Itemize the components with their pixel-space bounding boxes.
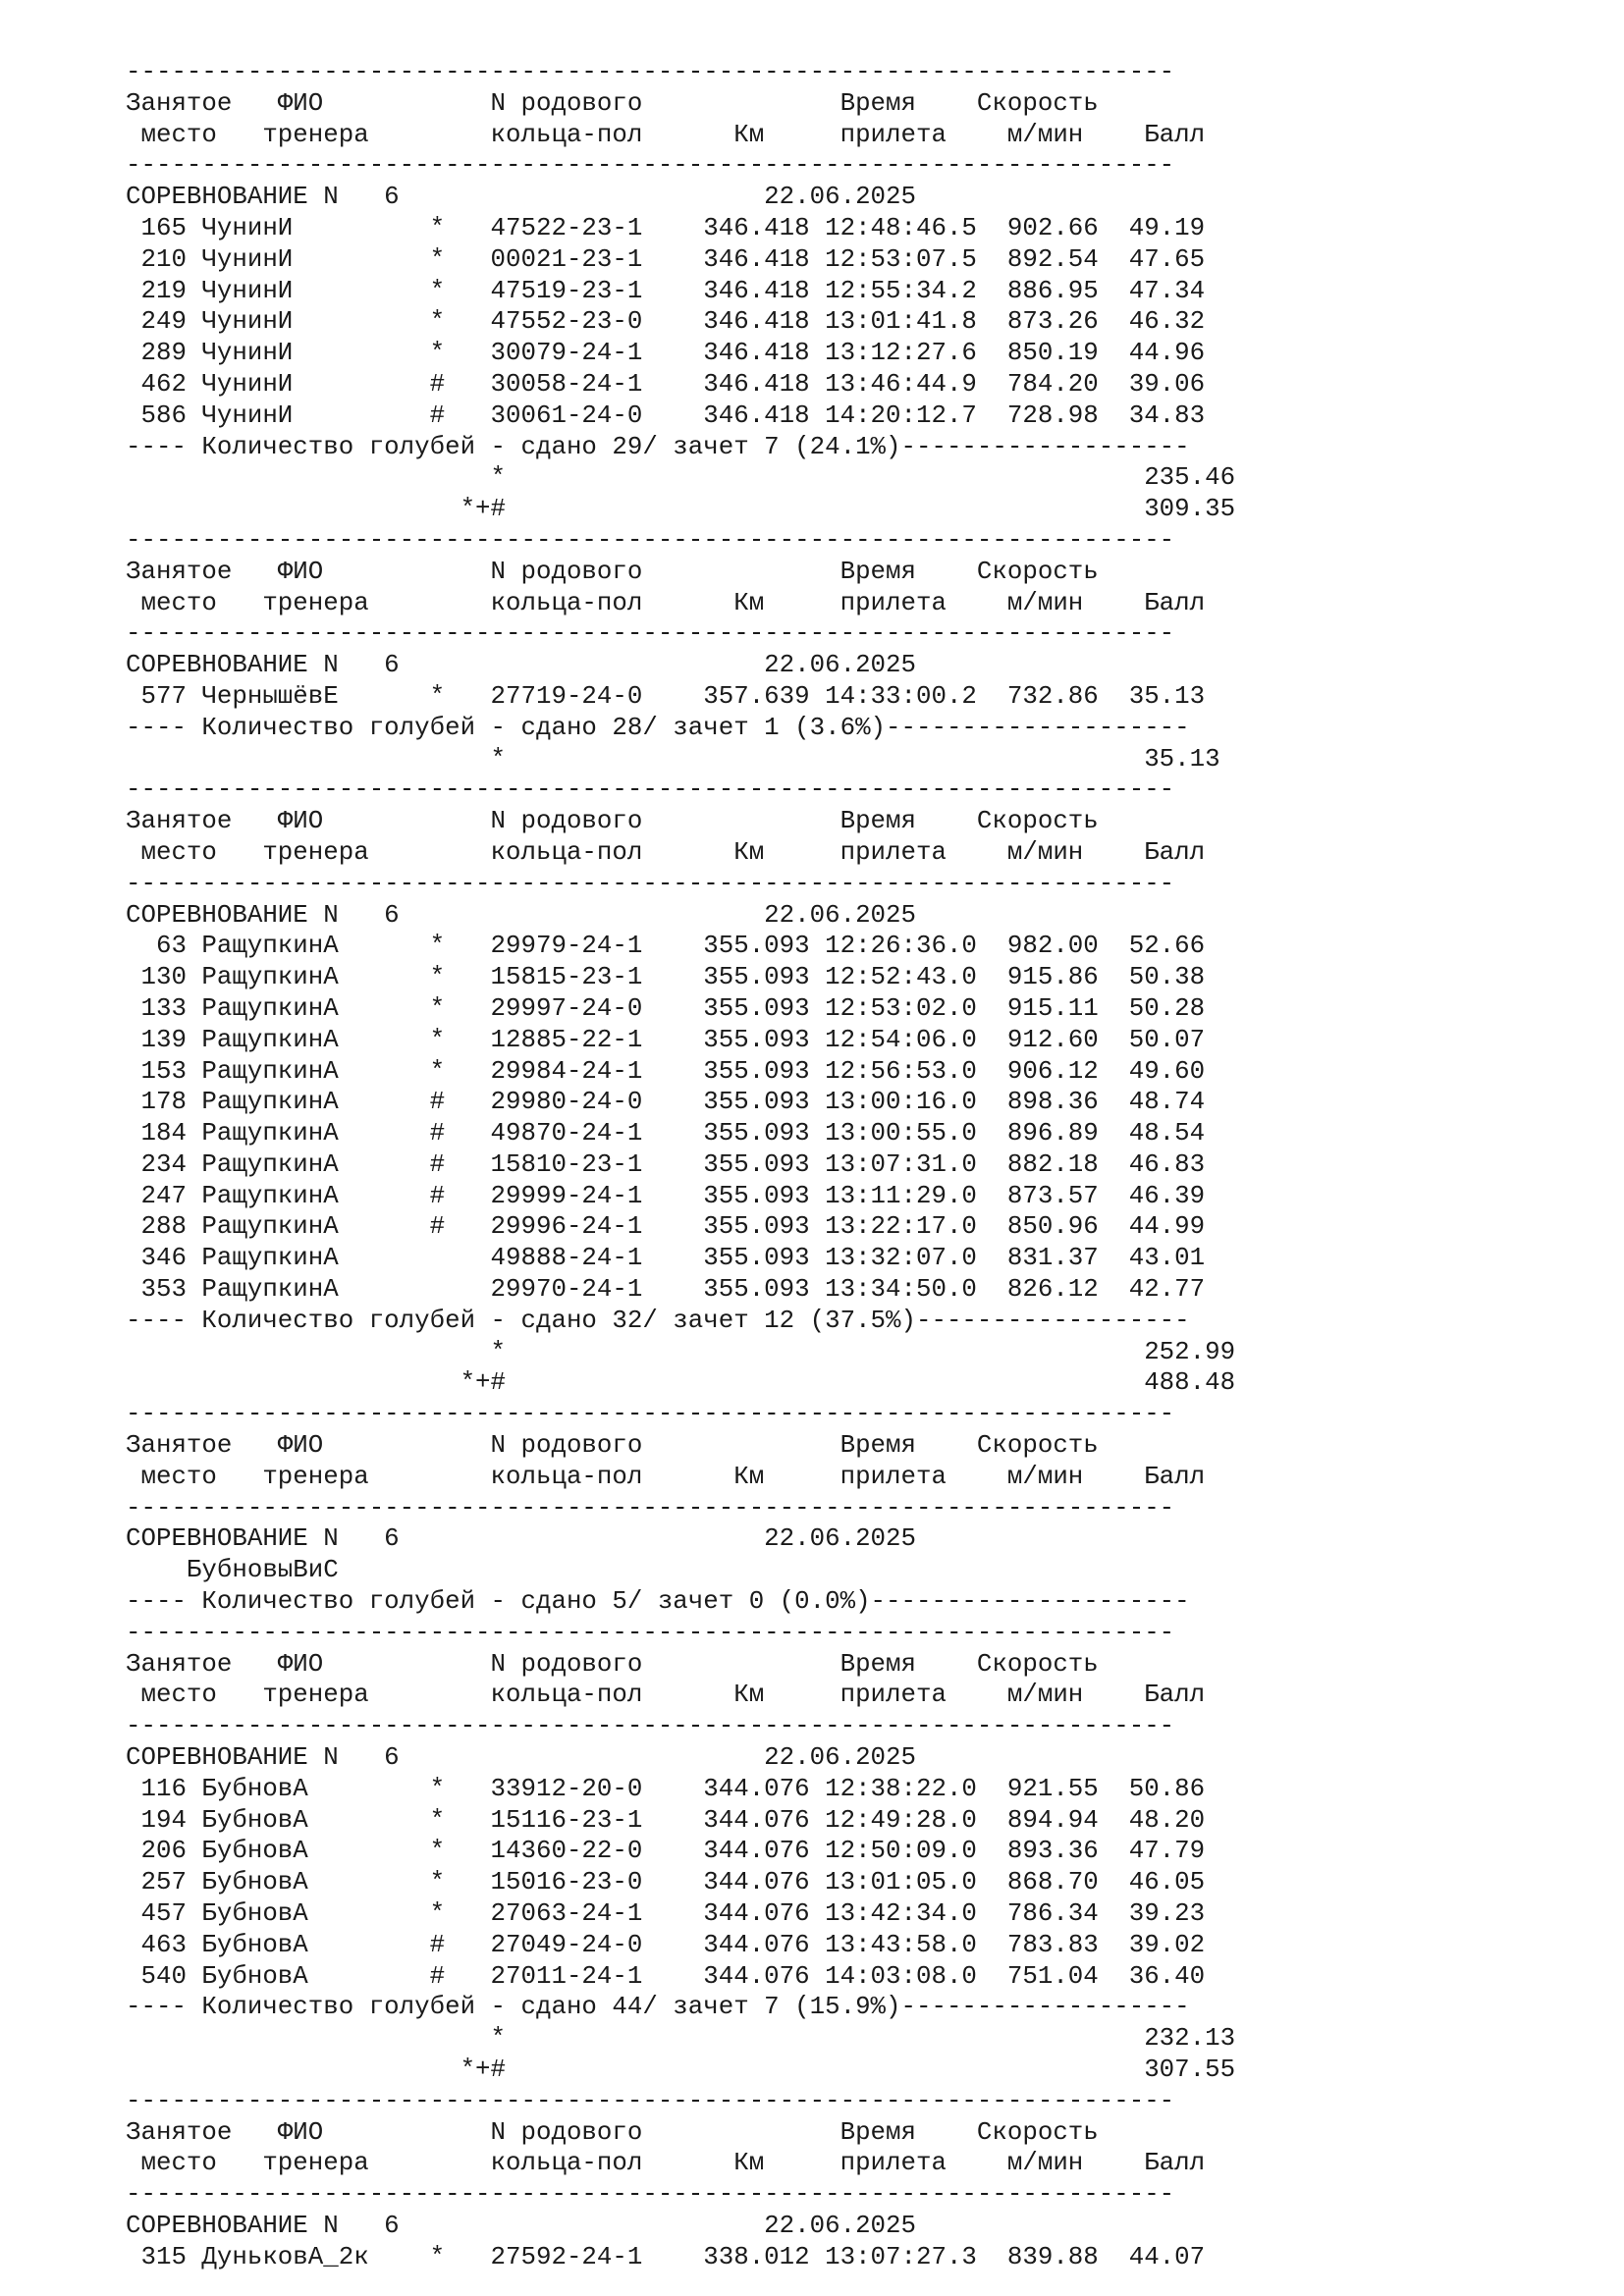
competition-title: СОРЕВНОВАНИЕ N 6 22.06.2025 bbox=[126, 1743, 916, 1773]
result-row: 210 ЧунинИ * 00021-23-1 346.418 12:53:07.5 892.54 47.65 bbox=[126, 244, 1206, 274]
competition-title: СОРЕВНОВАНИЕ N 6 22.06.2025 bbox=[126, 900, 916, 930]
result-row: 194 БубновА * 15116-23-1 344.076 12:49:28.0 894.94 48.20 bbox=[126, 1805, 1206, 1835]
result-row: 178 РащупкинА # 29980-24-0 355.093 13:00:16.0 898.36 48.74 bbox=[126, 1088, 1206, 1117]
column-header-top: Занятое ФИО N родового Время Скорость bbox=[126, 1649, 1099, 1679]
column-header-top: Занятое ФИО N родового Время Скорость bbox=[126, 1431, 1099, 1461]
separator-rule: --------------------------------------------------------------------- bbox=[126, 2086, 1175, 2115]
points-total: * 35.13 bbox=[126, 744, 1220, 774]
column-header-top: Занятое ФИО N родового Время Скорость bbox=[126, 2117, 1099, 2147]
separator-rule: --------------------------------------------------------------------- bbox=[126, 151, 1175, 181]
result-row: 289 ЧунинИ * 30079-24-1 346.418 13:12:27.6 850.19 44.96 bbox=[126, 339, 1206, 368]
result-row: 346 РащупкинА 49888-24-1 355.093 13:32:07.0 831.37 43.01 bbox=[126, 1244, 1206, 1273]
column-header-bottom: место тренера кольца-пол Км прилета м/мин Балл bbox=[126, 1681, 1206, 1710]
column-header-bottom: место тренера кольца-пол Км прилета м/мин Балл bbox=[126, 2149, 1206, 2178]
column-header-bottom: место тренера кольца-пол Км прилета м/мин Балл bbox=[126, 837, 1206, 867]
column-header-top: Занятое ФИО N родового Время Скорость bbox=[126, 88, 1099, 118]
column-header-bottom: место тренера кольца-пол Км прилета м/мин Балл bbox=[126, 120, 1206, 149]
result-row: 257 БубновА * 15016-23-0 344.076 13:01:05.0 868.70 46.05 bbox=[126, 1868, 1206, 1897]
result-row: 463 БубновА # 27049-24-0 344.076 13:43:58.0 783.83 39.02 bbox=[126, 1930, 1206, 1959]
column-header-top: Занятое ФИО N родового Время Скорость bbox=[126, 807, 1099, 836]
pigeon-count-summary: ---- Количество голубей - сдано 5/ зачет 0 (0.0%)--------------------- bbox=[126, 1587, 1190, 1617]
result-row: 206 БубновА * 14360-22-0 344.076 12:50:09.0 893.36 47.79 bbox=[126, 1837, 1206, 1866]
result-row: 63 РащупкинА * 29979-24-1 355.093 12:26:36.0 982.00 52.66 bbox=[126, 932, 1206, 961]
result-row: 133 РащупкинА * 29997-24-0 355.093 12:53:02.0 915.11 50.28 bbox=[126, 993, 1206, 1023]
result-row: БубновыВиС bbox=[126, 1556, 339, 1585]
column-header-bottom: место тренера кольца-пол Км прилета м/мин Балл bbox=[126, 1462, 1206, 1491]
result-row: 153 РащупкинА * 29984-24-1 355.093 12:56:53.0 906.12 49.60 bbox=[126, 1056, 1206, 1086]
separator-rule: --------------------------------------------------------------------- bbox=[126, 869, 1175, 898]
separator-rule: --------------------------------------------------------------------- bbox=[126, 1400, 1175, 1429]
separator-rule: --------------------------------------------------------------------- bbox=[126, 1712, 1175, 1741]
separator-rule: --------------------------------------------------------------------- bbox=[126, 58, 1175, 86]
result-row: 130 РащупкинА * 15815-23-1 355.093 12:52:43.0 915.86 50.38 bbox=[126, 963, 1206, 992]
results-report bbox=[126, 57, 1235, 2273]
result-row: 139 РащупкинА * 12885-22-1 355.093 12:54:06.0 912.60 50.07 bbox=[126, 1025, 1206, 1054]
result-row: 540 БубновА # 27011-24-1 344.076 14:03:08.0 751.04 36.40 bbox=[126, 1961, 1206, 1991]
competition-title: СОРЕВНОВАНИЕ N 6 22.06.2025 bbox=[126, 651, 916, 680]
competition-title: СОРЕВНОВАНИЕ N 6 22.06.2025 bbox=[126, 2211, 916, 2240]
points-total: *+# 307.55 bbox=[126, 2056, 1236, 2084]
result-row: 249 ЧунинИ * 47552-23-0 346.418 13:01:41.8 873.26 46.32 bbox=[126, 307, 1206, 337]
points-total: * 252.99 bbox=[126, 1337, 1236, 1366]
result-row: 184 РащупкинА # 49870-24-1 355.093 13:00:55.0 896.89 48.54 bbox=[126, 1119, 1206, 1148]
pigeon-count-summary: ---- Количество голубей - сдано 32/ зачет 12 (37.5%)------------------ bbox=[126, 1306, 1190, 1335]
result-row: 247 РащупкинА # 29999-24-1 355.093 13:11:29.0 873.57 46.39 bbox=[126, 1181, 1206, 1210]
separator-rule: --------------------------------------------------------------------- bbox=[126, 2180, 1175, 2210]
result-row: 165 ЧунинИ * 47522-23-1 346.418 12:48:46.5 902.66 49.19 bbox=[126, 213, 1206, 242]
pigeon-count-summary: ---- Количество голубей - сдано 29/ зачет 7 (24.1%)------------------- bbox=[126, 432, 1190, 461]
result-row: 219 ЧунинИ * 47519-23-1 346.418 12:55:34.2 886.95 47.34 bbox=[126, 276, 1206, 305]
separator-rule: --------------------------------------------------------------------- bbox=[126, 1493, 1175, 1522]
points-total: * 235.46 bbox=[126, 463, 1236, 493]
result-row: 577 ЧернышёвЕ * 27719-24-0 357.639 14:33:00.2 732.86 35.13 bbox=[126, 681, 1206, 711]
points-total: *+# 309.35 bbox=[126, 495, 1236, 524]
pigeon-count-summary: ---- Количество голубей - сдано 44/ зачет 7 (15.9%)------------------- bbox=[126, 1993, 1190, 2022]
competition-title: СОРЕВНОВАНИЕ N 6 22.06.2025 bbox=[126, 183, 916, 212]
result-row: 353 РащупкинА 29970-24-1 355.093 13:34:50.0 826.12 42.77 bbox=[126, 1275, 1206, 1305]
competition-title: СОРЕВНОВАНИЕ N 6 22.06.2025 bbox=[126, 1524, 916, 1554]
separator-rule: --------------------------------------------------------------------- bbox=[126, 775, 1175, 805]
points-total: *+# 488.48 bbox=[126, 1368, 1236, 1398]
column-header-bottom: место тренера кольца-пол Км прилета м/мин Балл bbox=[126, 588, 1206, 617]
result-row: 116 БубновА * 33912-20-0 344.076 12:38:22.0 921.55 50.86 bbox=[126, 1774, 1206, 1803]
separator-rule: --------------------------------------------------------------------- bbox=[126, 619, 1175, 649]
separator-rule: --------------------------------------------------------------------- bbox=[126, 1618, 1175, 1647]
points-total: * 232.13 bbox=[126, 2024, 1236, 2054]
result-row: 586 ЧунинИ # 30061-24-0 346.418 14:20:12.7 728.98 34.83 bbox=[126, 400, 1206, 430]
result-row: 457 БубновА * 27063-24-1 344.076 13:42:34.0 786.34 39.23 bbox=[126, 1899, 1206, 1929]
result-row: 234 РащупкинА # 15810-23-1 355.093 13:07:31.0 882.18 46.83 bbox=[126, 1149, 1206, 1179]
result-row: 462 ЧунинИ # 30058-24-1 346.418 13:46:44.9 784.20 39.06 bbox=[126, 369, 1206, 399]
result-row: 288 РащупкинА # 29996-24-1 355.093 13:22:17.0 850.96 44.99 bbox=[126, 1212, 1206, 1242]
separator-rule: --------------------------------------------------------------------- bbox=[126, 525, 1175, 555]
pigeon-count-summary: ---- Количество голубей - сдано 28/ зачет 1 (3.6%)-------------------- bbox=[126, 713, 1190, 742]
result-row: 315 ДуньковА_2к * 27592-24-1 338.012 13:07:27.3 839.88 44.07 bbox=[126, 2242, 1206, 2271]
column-header-top: Занятое ФИО N родового Время Скорость bbox=[126, 557, 1099, 586]
